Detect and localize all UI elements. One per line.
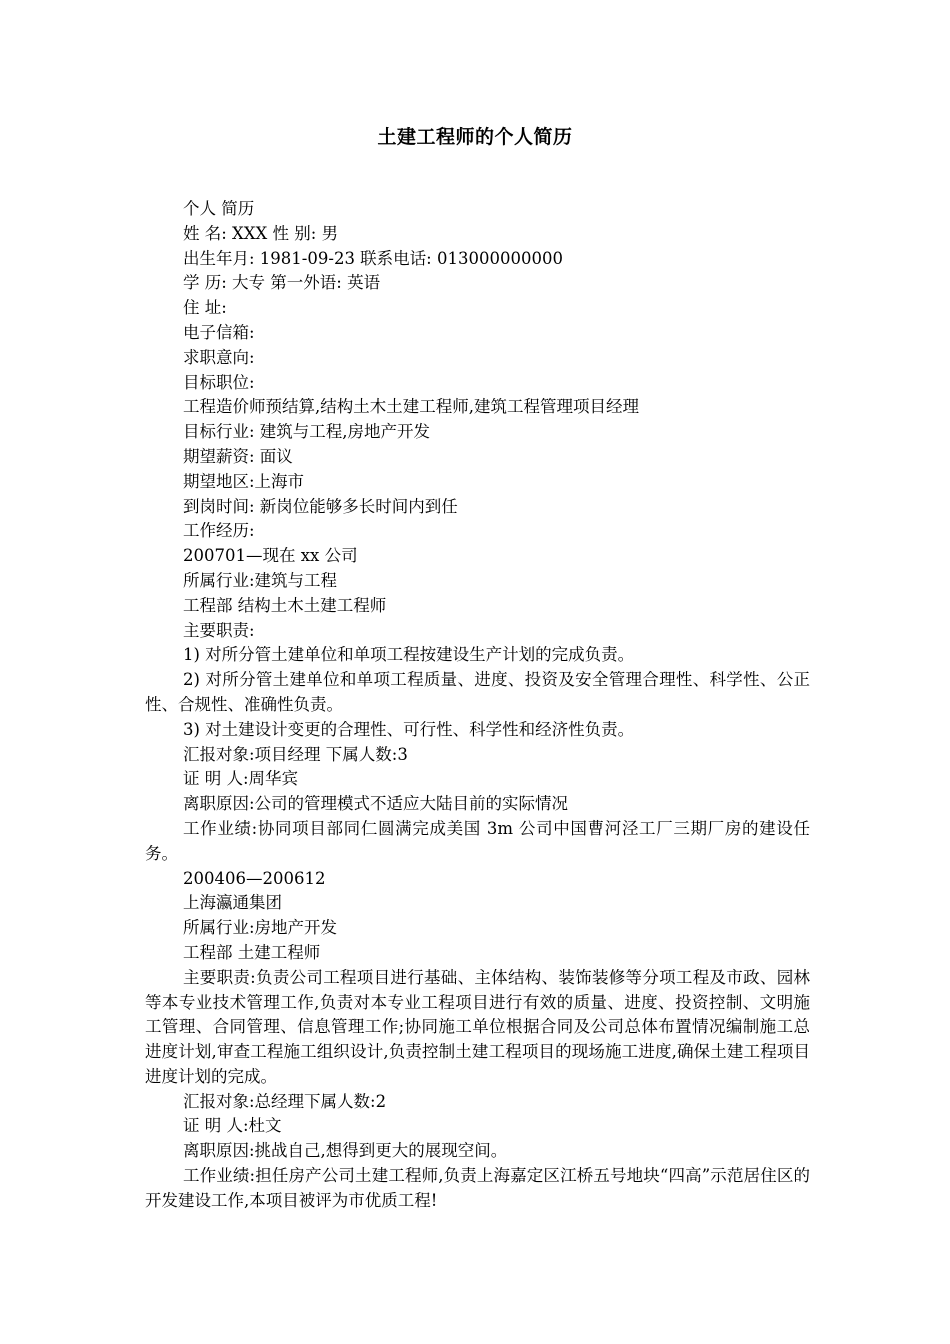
- resume-paragraph: 主要职责:负责公司工程项目进行基础、主体结构、装饰装修等分项工程及市政、园林等本专业技术管理工作,负责对本专业工程项目进行有效的质量、进度、投资控制、文明施工管理、合同管理、信息管理工作;协同施工单位根据合同及公司总体布置情况编制施工总进度计划,审查工程施工组织设计,负责控制土建工程项目的现场施工进度,确保土建工程项目进度计划的完成。: [145, 967, 810, 1086]
- resume-line: 电子信箱:: [183, 322, 255, 342]
- resume-paragraph: 2) 对所分管土建单位和单项工程质量、进度、投资及安全管理合理性、科学性、公正性、合规性、准确性负责。: [145, 670, 810, 714]
- resume-line: 所属行业:房地产开发: [183, 918, 338, 938]
- resume-line: 200701—现在 xx 公司: [183, 546, 358, 566]
- resume-line: 工作经历:: [183, 521, 255, 541]
- resume-line: 目标行业: 建筑与工程,房地产开发: [183, 422, 431, 442]
- resume-line: 工程造价师预结算,结构土木土建工程师,建筑工程管理项目经理: [183, 397, 639, 417]
- resume-line: 证 明 人:杜文: [183, 1116, 282, 1136]
- resume-line: 到岗时间: 新岗位能够多长时间内到任: [183, 496, 458, 516]
- resume-line: 姓 名: XXX 性 别: 男: [183, 223, 339, 243]
- resume-line: 求职意向:: [183, 347, 255, 367]
- document-title: 土建工程师的个人简历: [377, 126, 573, 148]
- resume-line: 离职原因:挑战自己,想得到更大的展现空间。: [183, 1141, 508, 1161]
- resume-paragraph: 工作业绩:担任房产公司土建工程师,负责上海嘉定区江桥五号地块“四高”示范居住区的开发建设工作,本项目被评为市优质工程!: [145, 1166, 810, 1210]
- resume-line: 学 历: 大专 第一外语: 英语: [183, 273, 381, 293]
- resume-line: 出生年月: 1981-09-23 联系电话: 013000000000: [183, 248, 563, 268]
- resume-line: 主要职责:: [183, 620, 255, 640]
- resume-line: 3) 对土建设计变更的合理性、可行性、科学性和经济性负责。: [183, 719, 635, 739]
- resume-line: 1) 对所分管土建单位和单项工程按建设生产计划的完成负责。: [183, 645, 635, 665]
- resume-line: 工程部 土建工程师: [183, 942, 321, 962]
- resume-line: 离职原因:公司的管理模式不适应大陆目前的实际情况: [183, 794, 569, 814]
- resume-line: 汇报对象:项目经理 下属人数:3: [183, 744, 408, 764]
- resume-paragraph: 工作业绩:协同项目部同仁圆满完成美国 3m 公司中国曹河泾工厂三期厂房的建设任务。: [145, 818, 810, 863]
- resume-line: 期望薪资: 面议: [183, 446, 293, 466]
- resume-line: 期望地区:上海市: [183, 471, 305, 491]
- resume-line: 上海瀛通集团: [183, 893, 282, 913]
- resume-body: [145, 197, 810, 1214]
- resume-line: 个人 简历: [183, 199, 255, 218]
- resume-line: 住 址:: [183, 298, 227, 318]
- resume-line: 证 明 人:周华宾: [183, 769, 299, 789]
- resume-line: 目标职位:: [183, 372, 255, 392]
- resume-line: 工程部 结构土木土建工程师: [183, 595, 387, 615]
- resume-line: 所属行业:建筑与工程: [183, 570, 338, 590]
- resume-line: 汇报对象:总经理下属人数:2: [183, 1091, 387, 1111]
- resume-line: 200406—200612: [183, 868, 326, 888]
